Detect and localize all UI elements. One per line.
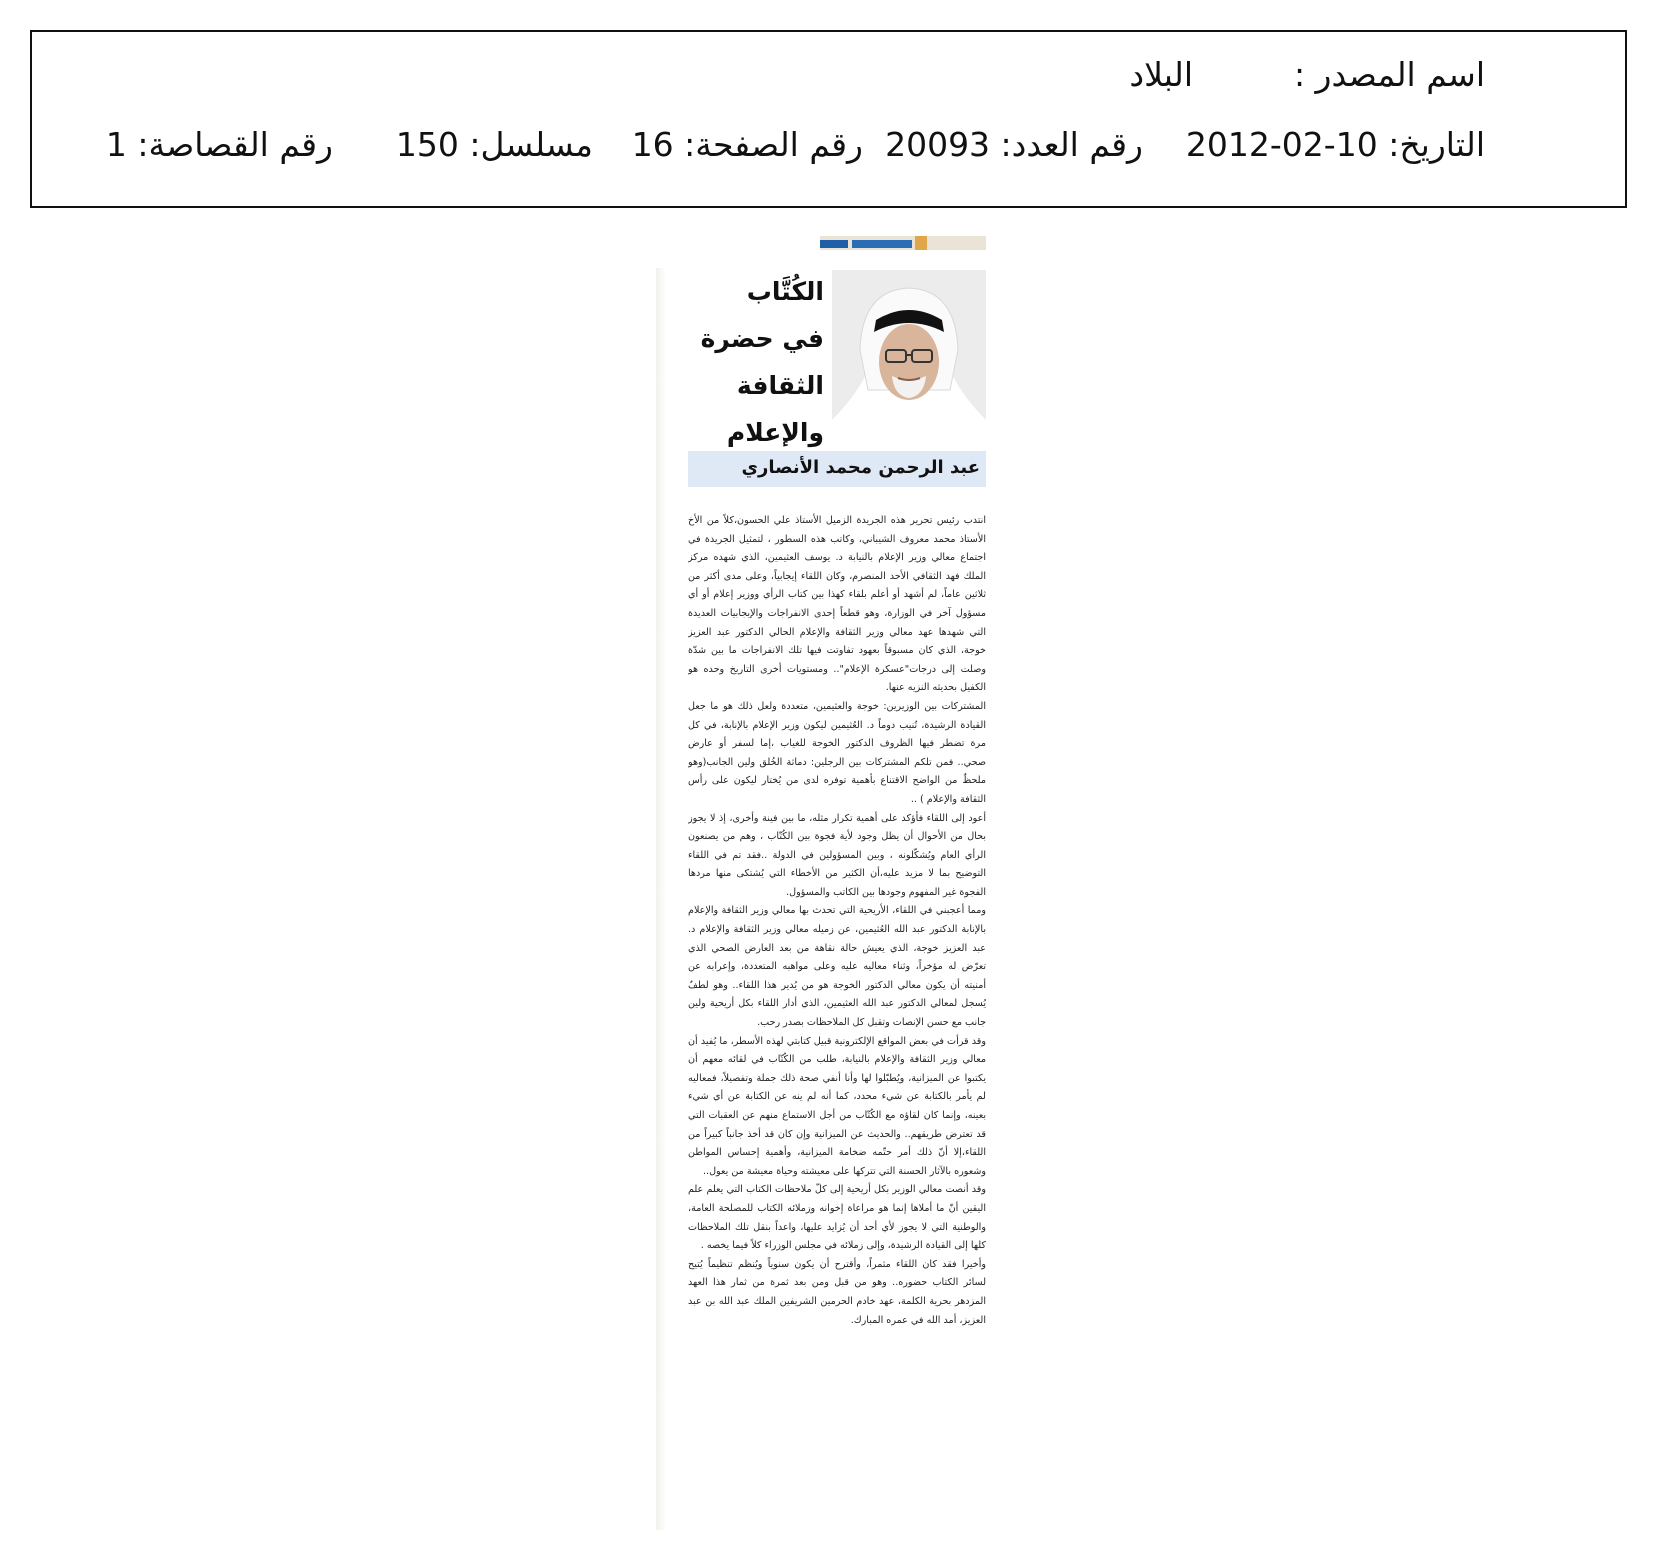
article-paragraph: ومما أعجبني في اللقاء، الأريحية التي تحدث بها معالي وزير الثقافة والإعلام بالإنابة الدكتور عبد الله العُثيمين، عن زميله معالي وزير الثقافة والإعلام د. عبد العزيز خوجة، الذي يعيش حالة نقاهة من بعد العارض الصحي الذي تعرّض له مؤخراً، وثناء معاليه عليه وعلى مواهبه المتعددة، وإعرابه عن أمنيته أن يكون معالي الدكتور الخوجة هو من يُدير هذا اللقاء.. وهو لطفٌ يُسجل لمعالي الدكتور عبد الله العثيمين، الذي أدار اللقاء بكل أريحية ولين جانب مع حسن الإنصات وتقبل كل الملاحظات بصدر رحب. [688,905,986,1029]
article-paragraph: المشتركات بين الوزيرين: خوجة والعثيمين، متعددة ولعل ذلك هو ما جعل القيادة الرشيدة، تُنيب دوماً د. العُثيمين ليكون وزير الإعلام بالإنابة، في كل مرة تضطر فيها الظروف الدكتور الخوجة للغياب ،إما لسفر أو عارض صحي.. فمن تلكم المشتركات بين الرجلين: دماثة الخُلق ولين الجانب(وهو ملحظٌ من الواضح الاقتناع بأهمية توفره لدى من يُختار ليكون على رأس الثقافة والإعلام ) .. [688,700,986,805]
strip-decoration [915,236,927,250]
source-value: البلاد [1129,55,1193,94]
strip-decoration [852,240,912,248]
issue-number: رقم العدد: 20093 [885,125,1143,164]
serial-number: مسلسل: 150 [395,125,593,164]
headline-line: في حضرة [700,324,824,353]
article-paragraph: وقد قرأت في بعض المواقع الإلكترونية قبيل كتابتي لهذه الأسطر، ما يُفيد أن معالي وزير الثقافة والإعلام بالنيابة، طلب من الكُتّاب في لقائه معهم أن يكتبوا عن الميزانية، ويُطبّلوا لها وأنا أنفي صحة ذلك جملة وتفصيلاً، فمعاليه لم يأمر بالكتابة عن شيء محدد، كما أنه لم ينه عن الكتابة عن أي شيء بعينه، وإنما كان لقاؤه مع الكُتّاب من أجل الاستماع منهم عن العقبات التي قد تعترض طريقهم.. والحديث عن الميزانية وإن كان قد أخذ جانباً كبيراً من اللقاء،إلا أنّ ذلك أمر حتّمه ضخامة الميزانية، وأهمية إحساس المواطن وشعوره بالآثار الحسنة التي تتركها على معيشته وحياة معيشة من يعول.. [688,1035,986,1177]
article-paragraph: انتدب رئيس تحرير هذه الجريدة الزميل الأستاذ علي الحسون،كلاً من الأخ الأستاذ محمد معروف الشيباني، وكاتب هذه السطور ، لتمثيل الجريدة في اجتماع معالي وزير الإعلام بالنيابة د. يوسف العثيمين، الذي شهده مركز الملك فهد الثقافي الأحد المنصرم، وكان اللقاء إيجابياً، وعلى مدى أكثر من ثلاثين عاماً، لم أشهد أو أعلم بلقاء كهذا بين كتاب الرأي ووزير إعلام أو أي مسؤول آخر في الوزارة، وهو قطعاً إحدى الانفراجات والإيجابيات العديدة التي شهدها عهد معالي وزير الثقافة والإعلام الحالي الدكتور عبد العزيز خوجة، الذي كان مسبوقاً بعهود تفاوتت فيها تلك الانفراجات ما بين شدّة وصلت إلى درجات"عسكرة الإعلام".. ومستويات أخرى التاريخ وحده هو الكفيل بحديثه النزيه عنها. [688,515,986,694]
author-byline [688,451,986,487]
clipping-edge [656,268,666,1530]
article-paragraph: وأخيرا فقد كان اللقاء مثمراً، وأقترح أن يكون سنوياً ويُنظم تنظيماً يُتيح لسائر الكتاب حضوره.. وهو من قبل ومن بعد ثمرة من ثمار هذا العهد المزدهر بحرية الكلمة، عهد خادم الحرمين الشريفين الملك عبد الله بن عبد العزيز، أمد الله في عمره المبارك. [688,1258,986,1326]
article-body [688,512,986,1522]
article-paragraph: أعود إلى اللقاء فأؤكد على أهمية تكرار مثله، ما بين فينة وأخرى، إذ لا يجوز بحال من الأحوال أن يظل وجود لأية فجوة بين الكُتّاب ، وهم من يصنعون الرأي العام ويُشكّلونه ، وبين المسؤولين في الدولة ..فقد تم في اللقاء التوضيح بما لا مزيد عليه،أن الكثير من الأخطاء التي يُشتكى منها مردها الفجوة غير المفهوم وجودها بين الكاتب والمسؤول. [688,812,986,898]
article-paragraph: وقد أنصت معالي الوزير بكل أريحية إلى كلّ ملاحظات الكتاب التي يعلم علم اليقين أنّ ما أملاها إنما هو مراعاة إخوانه وزملائه الكتاب للمصلحة العامة، والوطنية التي لا يجوز لأي أحد أن يُزايد عليها، واعداً بنقل تلك الملاحظات كلها إلى القيادة الرشيدة، وإلى زملائه في مجلس الوزراء كلاً فيما يخصه . [688,1184,986,1252]
date-field: التاريخ: 10-02-2012 [1185,125,1485,164]
source-label: اسم المصدر : [1293,55,1485,94]
headline-line: الكُتَّاب [746,277,824,306]
strip-decoration [820,240,848,248]
page-number: رقم الصفحة: 16 [631,125,863,164]
clipping-header [30,30,1627,208]
headline-line: الثقافة [736,371,824,400]
author-photo [832,270,986,440]
article-headline [690,268,824,456]
author-name: عبد الرحمن محمد الأنصاري [741,457,980,478]
clip-number: رقم القصاصة: 1 [105,125,333,164]
headline-line: والإعلام [726,418,824,447]
